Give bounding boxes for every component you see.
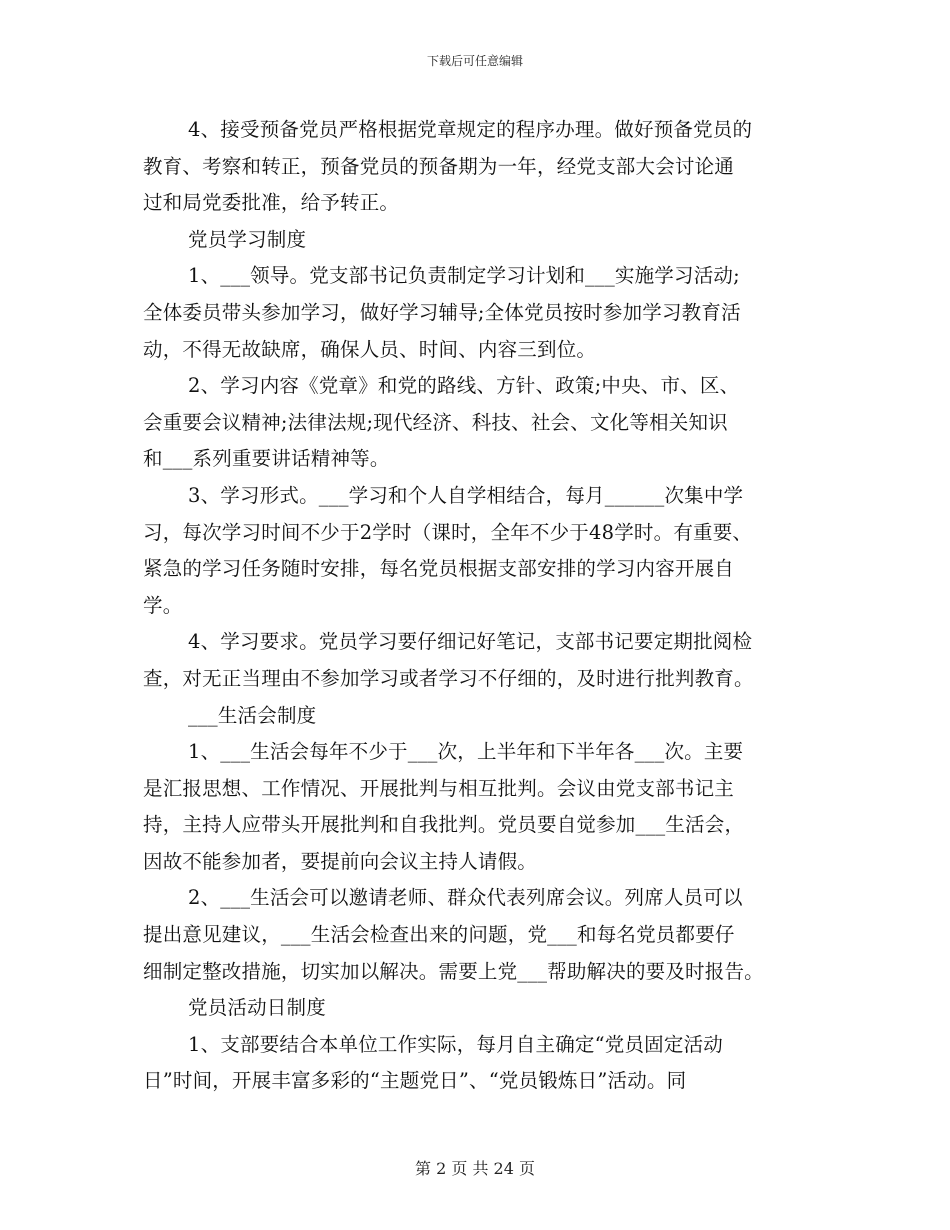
paragraph-line: 提出意见建议，___生活会检查出来的问题，党___和每名党员都要仔 bbox=[143, 923, 735, 947]
paragraph-line: 细制定整改措施，切实加以解决。需要上党___帮助解决的要及时报告。 bbox=[143, 959, 764, 983]
paragraph-line: 4、学习要求。党员学习要仔细记好笔记，支部书记要定期批阅检 bbox=[188, 630, 753, 654]
paragraph-line: 1、支部要结合本单位工作实际，每月自主确定“党员固定活动 bbox=[188, 1032, 723, 1056]
paragraph-line: 1、___生活会每年不少于___次，上半年和下半年各___次。主要 bbox=[188, 740, 744, 764]
paragraph-line: 和___系列重要讲话精神等。 bbox=[143, 447, 390, 471]
document-body bbox=[143, 112, 823, 1100]
paragraph-line: 持，主持人应带头开展批判和自我批判。党员要自觉参加___生活会， bbox=[143, 813, 745, 837]
paragraph-line: 会重要会议精神;法律法规;现代经济、科技、社会、文化等相关知识 bbox=[143, 410, 728, 434]
page-header: 下载后可任意编辑 bbox=[426, 54, 523, 68]
paragraph-line: 是汇报思想、工作情况、开展批判与相互批判。会议由党支部书记主 bbox=[143, 776, 735, 800]
paragraph-line: 4、接受预备党员严格根据党章规定的程序办理。做好预备党员的 bbox=[188, 118, 753, 141]
paragraph-line: 日”时间，开展丰富多彩的“主题党日”、“党员锻炼日”活动。同 bbox=[143, 1069, 687, 1093]
paragraph-line: 过和局党委批准，给予转正。 bbox=[143, 191, 400, 215]
section-heading: 党员学习制度 bbox=[188, 227, 307, 251]
paragraph-line: 3、学习形式。___学习和个人自学相结合，每月______次集中学 bbox=[188, 483, 744, 507]
paragraph-line: 习，每次学习时间不少于2学时（课时，全年不少于48学时。有重要、 bbox=[143, 520, 753, 544]
paragraph-line: 紧急的学习任务随时安排，每名党员根据支部安排的学习内容开展自 bbox=[143, 557, 735, 581]
paragraph-line: 全体委员带头参加学习，做好学习辅导;全体党员按时参加学习教育活 bbox=[143, 300, 741, 324]
paragraph-line: 查，对无正当理由不参加学习或者学习不仔细的，及时进行批判教育。 bbox=[143, 666, 754, 690]
paragraph-line: 动，不得无故缺席，确保人员、时间、内容三到位。 bbox=[143, 337, 597, 361]
paragraph-line: 1、___领导。党支部书记负责制定学习计划和___实施学习活动; bbox=[188, 264, 740, 288]
paragraph-line: 2、___生活会可以邀请老师、群众代表列席会议。列席人员可以 bbox=[188, 886, 743, 910]
section-heading: 党员活动日制度 bbox=[188, 996, 326, 1020]
page-footer: 第 2 页 共 24 页 bbox=[415, 1159, 535, 1178]
paragraph-line: 学。 bbox=[143, 593, 183, 617]
paragraph-line: 因故不能参加者，要提前向会议主持人请假。 bbox=[143, 849, 538, 873]
paragraph-line: 教育、考察和转正，预备党员的预备期为一年，经党支部大会讨论通 bbox=[143, 154, 735, 178]
paragraph-line: 2、学习内容《党章》和党的路线、方针、政策;中央、市、区、 bbox=[188, 374, 740, 398]
section-heading: ___生活会制度 bbox=[188, 703, 317, 727]
